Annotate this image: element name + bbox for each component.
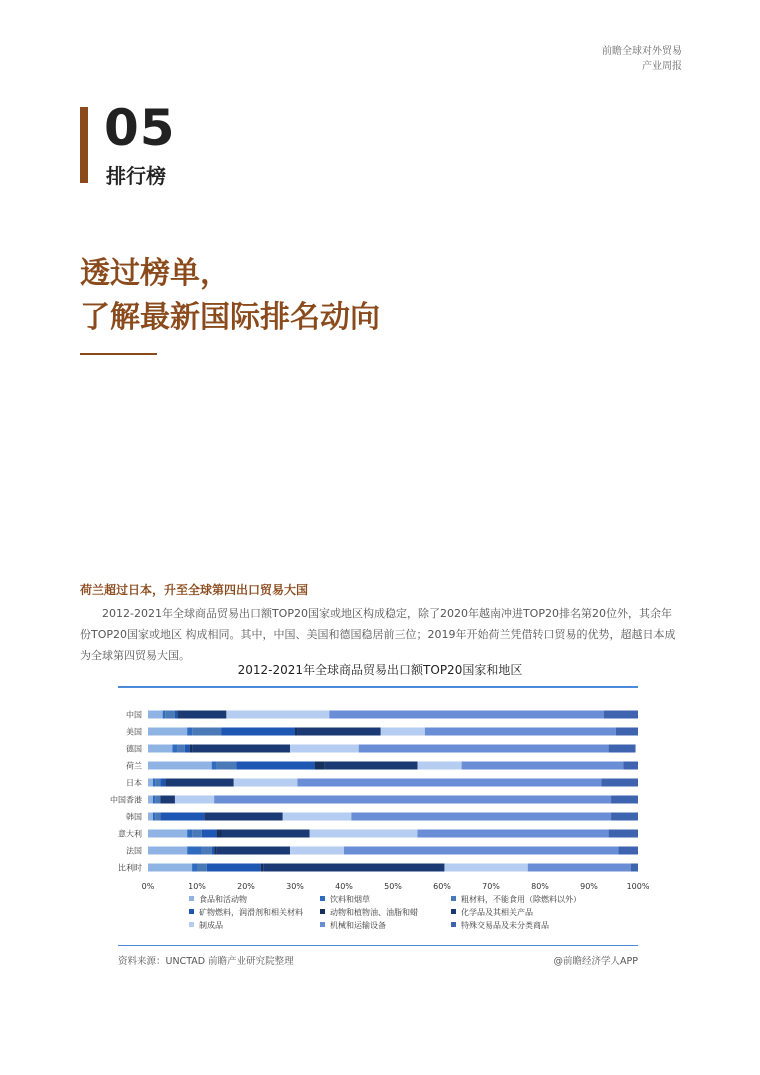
bar-segment [236,762,314,770]
legend-swatch [189,909,194,914]
bar-segment [148,864,192,872]
category-label: 荷兰 [126,761,142,771]
bar-segment [214,847,216,855]
bar-segment [290,847,344,855]
legend-swatch [189,922,194,927]
bar-segment [222,830,310,838]
bar-segment [462,762,624,770]
category-label: 法国 [126,846,142,856]
bar-segment [609,830,638,838]
bar-segment [173,745,178,753]
legend-swatch [320,909,325,914]
bar-segment [148,711,163,719]
stacked-bar-chart [100,700,660,892]
legend-label: 动物和植物油、油脂和蜡 [330,908,418,917]
bar-segment [217,762,237,770]
bar-segment [197,864,207,872]
bar-segment [418,762,462,770]
bar-segment [160,796,175,804]
bar-segment [155,796,160,804]
category-label: 德国 [126,744,142,754]
bar-segment [609,745,636,753]
bar-segment [165,779,234,787]
bar-segment [315,762,325,770]
bar-segment [165,711,175,719]
bar-segment [290,745,359,753]
legend-entry [189,920,223,931]
legend-label: 矿物燃料，润滑剂和相关材料 [199,908,303,917]
legend-label: 饮料和烟草 [330,895,370,904]
legend-swatch [451,909,456,914]
legend-label: 机械和运输设备 [330,921,386,930]
bar-segment [631,864,638,872]
bar-segment [351,813,611,821]
header-line-2: 产业周报 [642,61,682,72]
bar-segment [359,745,609,753]
bar-segment [283,813,352,821]
bar-segment [261,864,263,872]
bar-segment [177,711,226,719]
bar-segment [618,847,638,855]
bar-segment [212,762,217,770]
bar-segment [192,864,197,872]
section-title: 排行榜 [106,164,166,188]
bar-segment [217,830,222,838]
bar-segment [204,813,282,821]
bar-segment [528,864,631,872]
bar-segment [418,830,609,838]
legend-label: 特殊交易品及未分类商品 [461,921,549,930]
bar-segment [623,762,638,770]
headline-line-1: 透过榜单， [80,256,230,291]
bar-segment [192,745,290,753]
bar-segment [329,711,603,719]
bar-segment [155,779,160,787]
legend-swatch [451,922,456,927]
legend-entry [320,920,386,931]
bar-segment [153,796,155,804]
legend-entry [451,907,533,918]
bar-segment [187,728,192,736]
bar-segment [148,728,187,736]
bar-segment [148,796,153,804]
bar-segment [611,813,638,821]
bar-segment [185,745,190,753]
bar-segment [202,830,217,838]
bar-segment [192,728,221,736]
legend-label: 食品和活动物 [199,895,247,904]
category-label: 美国 [126,727,142,737]
bar-segment [217,847,291,855]
x-tick-label: 90% [580,882,598,891]
x-tick-label: 80% [531,882,549,891]
bar-segment [310,830,418,838]
legend-swatch [451,896,456,901]
bar-segment [153,813,155,821]
bar-segment [207,864,261,872]
legend-entry [189,894,247,905]
category-label: 比利时 [118,863,142,873]
category-label: 意大利 [118,829,142,839]
bar-segment [148,779,153,787]
bar-segment [187,830,192,838]
chart-title: 2012-2021年全球商品贸易出口额TOP20国家和地区 [237,663,523,677]
legend-entry [189,907,303,918]
bar-segment [444,864,527,872]
brand-credit: @前瞻经济学人APP [553,956,638,967]
bar-segment [175,796,214,804]
bar-segment [212,847,214,855]
bar-segment [148,762,212,770]
category-label: 日本 [126,778,142,788]
bar-segment [202,847,212,855]
bar-segment [148,830,187,838]
headline-rule [80,353,157,355]
bar-segment [297,779,601,787]
headline [80,252,380,340]
source-note: 资料来源：UNCTAD 前瞻产业研究院整理 [118,956,294,967]
bar-segment [155,813,160,821]
bar-segment [192,830,202,838]
x-tick-label: 50% [384,882,402,891]
x-tick-label: 70% [482,882,500,891]
subheading: 荷兰超过日本，升至全球第四出口贸易大国 [80,583,309,597]
x-tick-label: 60% [433,882,451,891]
bar-segment [611,796,638,804]
bar-segment [226,711,329,719]
legend-swatch [189,896,194,901]
headline-line-2: 了解最新国际排名动向 [80,300,380,335]
bar-segment [148,813,153,821]
bar-segment [297,728,380,736]
header-line-1: 前瞻全球对外贸易 [602,46,682,57]
bar-segment [616,728,638,736]
legend-label: 化学品及其相关产品 [461,908,533,917]
category-label: 韩国 [126,812,142,822]
bar-segment [153,779,155,787]
bar-segment [214,796,611,804]
legend-entry [451,894,581,905]
bar-segment [344,847,618,855]
report-header [602,44,682,74]
bar-segment [160,779,165,787]
bar-segment [187,847,202,855]
bar-segment [601,779,638,787]
body-paragraph: 2012-2021年全球商品贸易出口额TOP20国家或地区构成稳定，除了2020年越南冲进TOP20排名第20位外，其余年份TOP20国家或地区 构成相同。其中，中国、美国和德国稳居前三位；2019年开始荷兰凭借转口贸易的优势，超越日本成为全球第四贸易大国。 [80,607,676,662]
section-number: 05 [104,99,176,157]
x-tick-label: 30% [286,882,304,891]
x-tick-label: 20% [237,882,255,891]
chart-bottom-rule [118,945,638,946]
bar-segment [234,779,298,787]
bar-segment [295,728,297,736]
bar-segment [177,745,184,753]
bar-segment [148,745,173,753]
legend-swatch [320,896,325,901]
bar-segment [163,711,165,719]
legend-entry [320,894,370,905]
legend-swatch [320,922,325,927]
x-tick-label: 100% [626,882,650,891]
category-label: 中国 [126,710,142,720]
section-accent-bar [80,107,88,183]
legend-entry [320,907,418,918]
bar-segment [263,864,444,872]
bar-segment [222,728,296,736]
bar-segment [425,728,616,736]
category-label: 中国香港 [110,795,142,805]
bar-segment [604,711,638,719]
bar-segment [381,728,425,736]
bar-segment [324,762,417,770]
legend-label: 制成品 [199,921,223,930]
x-tick-label: 10% [188,882,206,891]
bar-segment [190,745,192,753]
bar-segment [148,847,187,855]
legend-label: 粗材料，不能食用（除燃料以外） [461,895,581,904]
bar-segment [175,711,177,719]
legend-entry [451,920,549,931]
x-tick-label: 0% [141,882,155,891]
chart-top-rule [118,686,638,688]
bar-segment [160,813,204,821]
x-tick-label: 40% [335,882,353,891]
